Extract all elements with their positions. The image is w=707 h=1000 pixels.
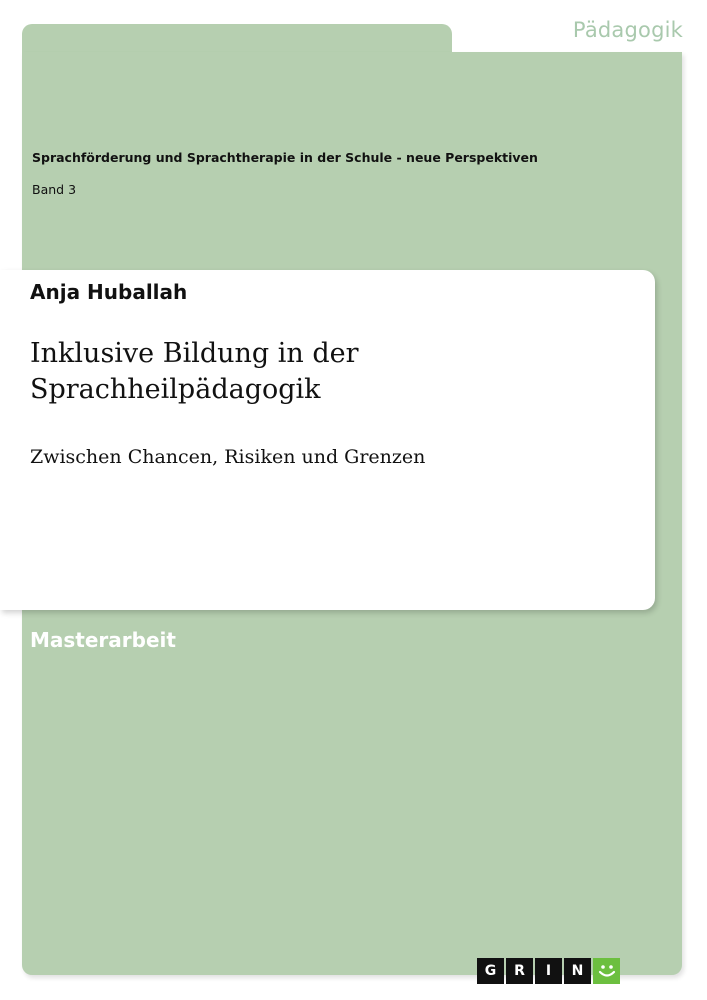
- series-title: Sprachförderung und Sprachtherapie in der Schule - neue Perspektiven: [32, 150, 538, 165]
- book-title: Inklusive Bildung in der Sprachheilpädagogik: [30, 338, 359, 405]
- series-volume: Band 3: [32, 182, 77, 197]
- logo-letter-n: N: [564, 958, 591, 984]
- logo-letter-g: G: [477, 958, 504, 984]
- smile-icon: [593, 958, 620, 984]
- category-label: Pädagogik: [572, 18, 683, 42]
- title-card: [0, 270, 655, 610]
- grin-logo: [477, 958, 620, 984]
- book-subtitle: Zwischen Chancen, Risiken und Grenzen: [30, 446, 426, 468]
- author-name: Anja Huballah: [30, 280, 188, 304]
- document-type: Masterarbeit: [30, 628, 176, 652]
- logo-letter-i: I: [535, 958, 562, 984]
- logo-letter-r: R: [506, 958, 533, 984]
